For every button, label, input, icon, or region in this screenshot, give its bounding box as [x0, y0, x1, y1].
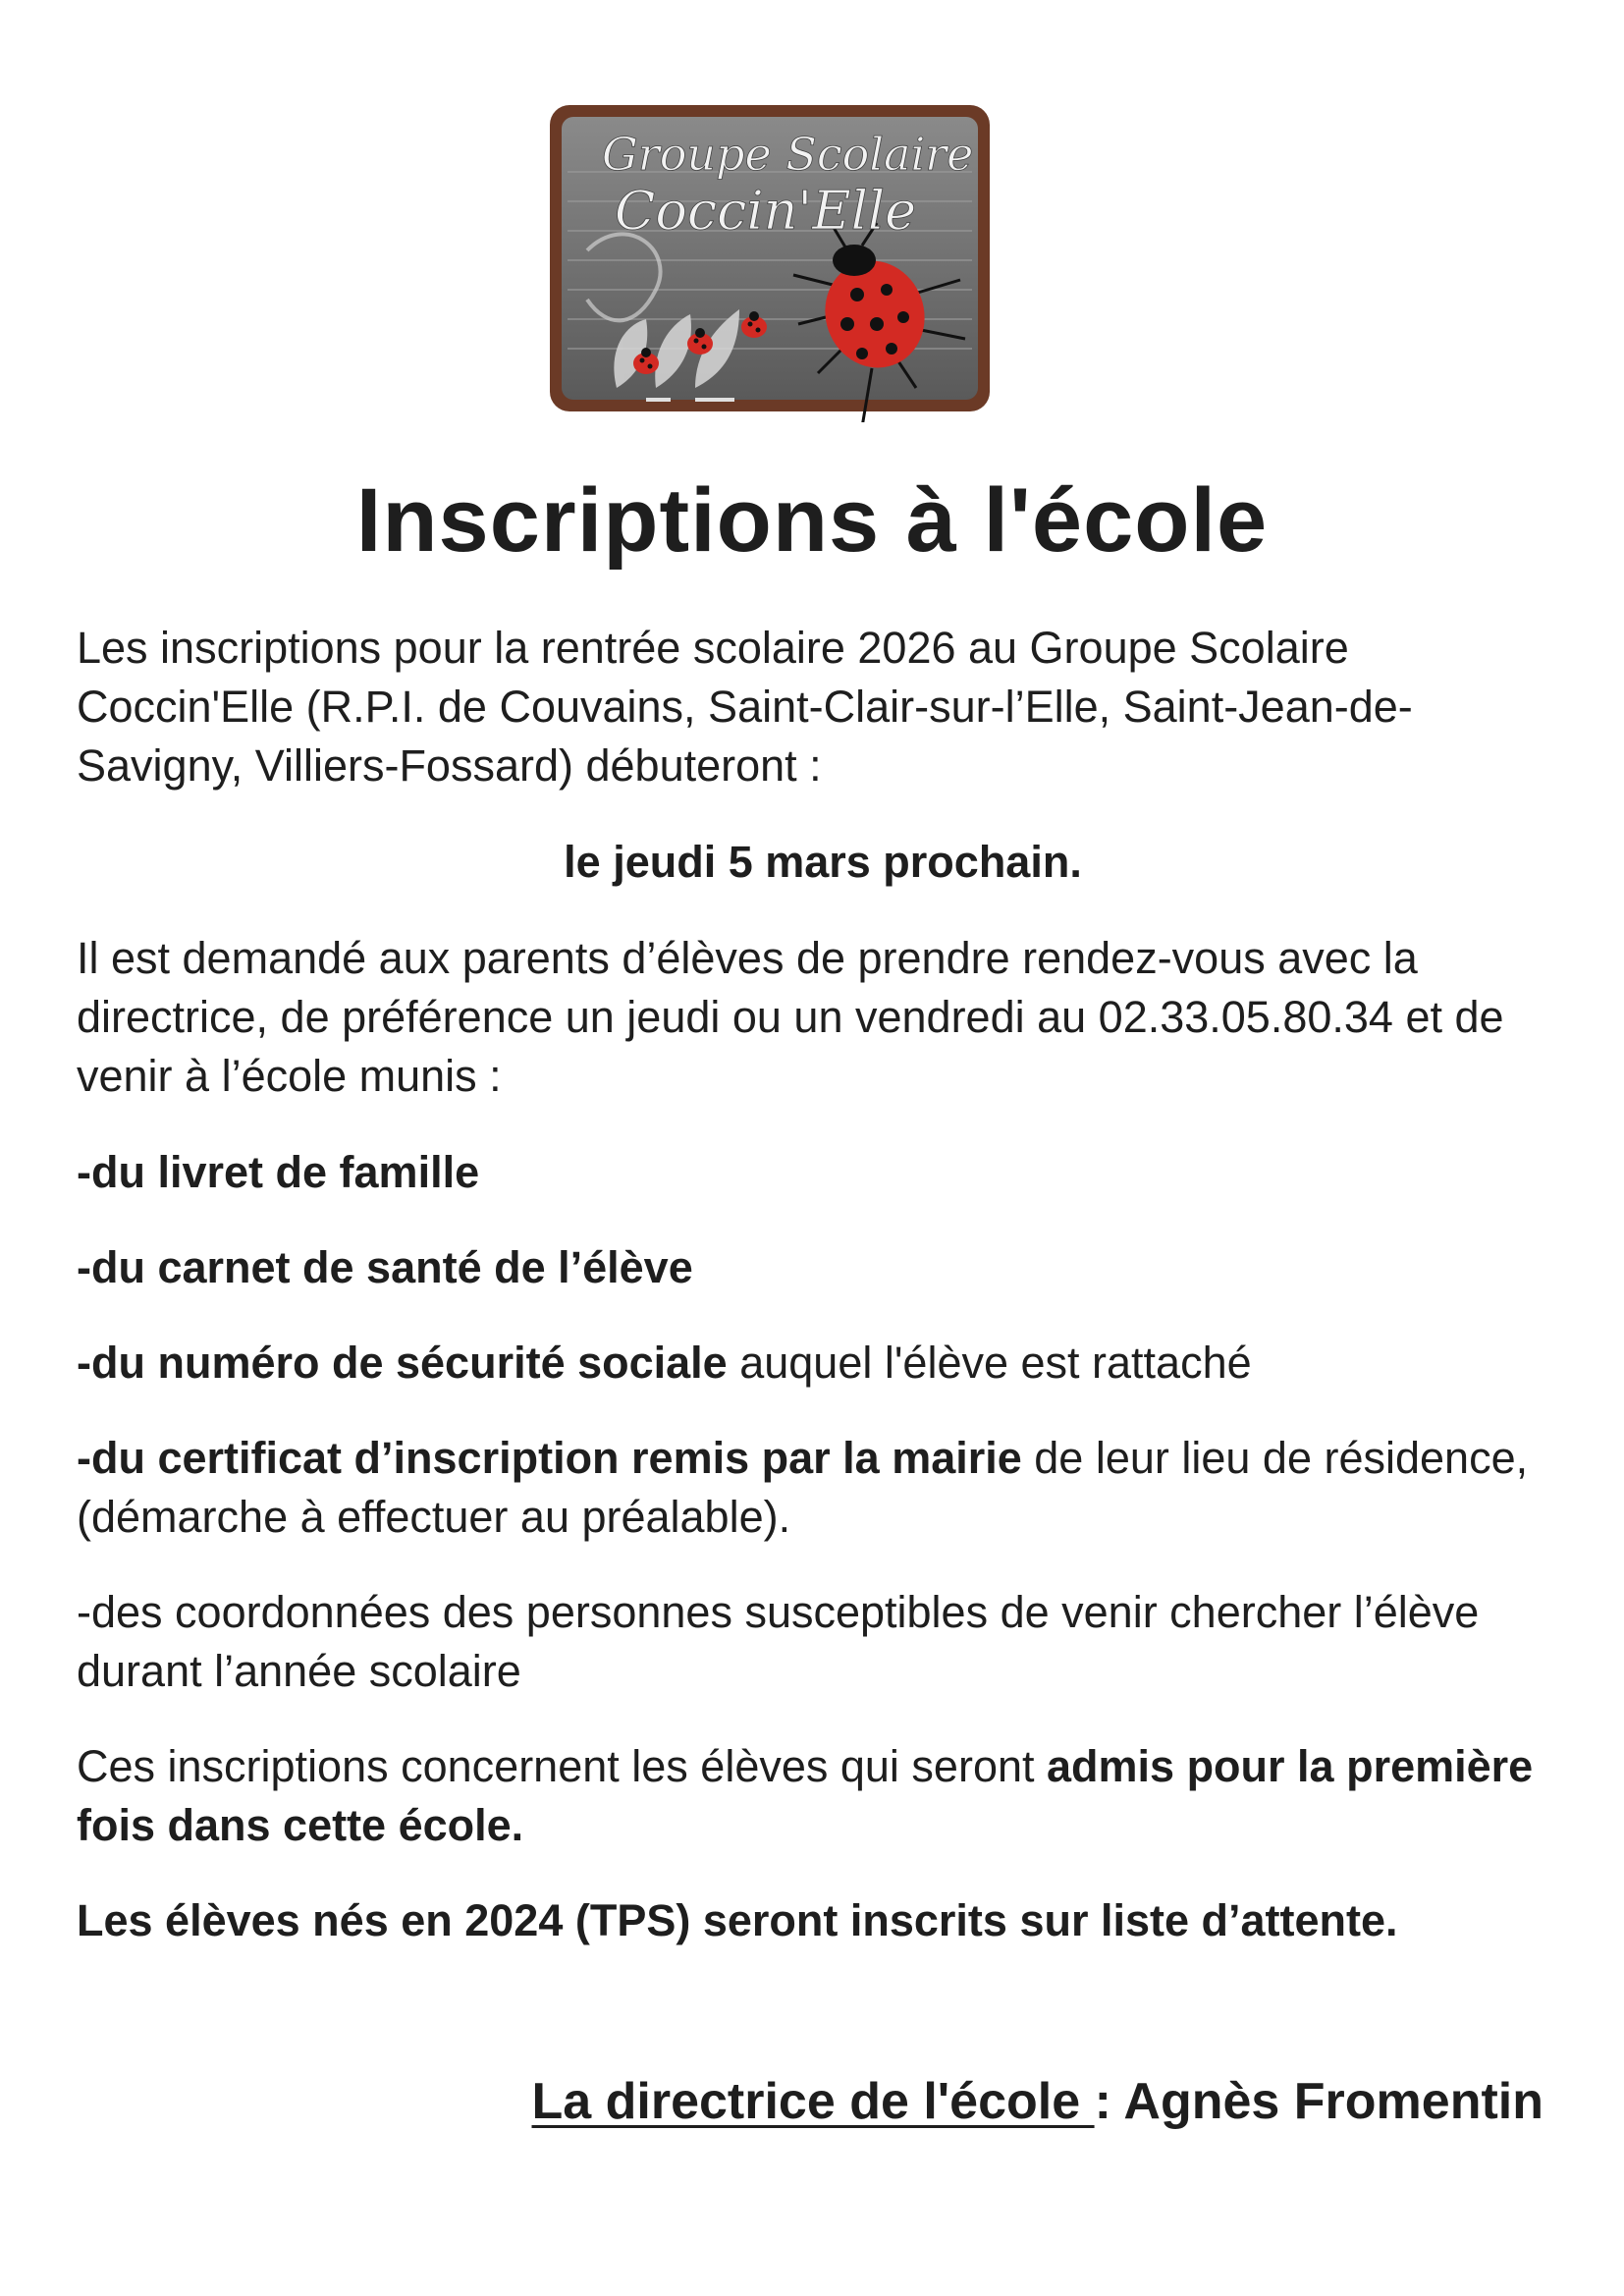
signature-separator: : [1094, 2073, 1124, 2130]
ladybug-icon [548, 103, 994, 422]
list-item-bold: -du carnet de santé de l’élève [77, 1242, 693, 1292]
list-item [77, 1429, 1569, 1547]
list-item [77, 1238, 1569, 1297]
concern-paragraph [77, 1737, 1569, 1855]
list-item-text: de leur lieu de résidence, (démarche à effectuer au préalable). [77, 1433, 1529, 1542]
list-item-bold: -du numéro de sécurité sociale [77, 1338, 728, 1388]
list-item [77, 1583, 1569, 1701]
intro-paragraph: Les inscriptions pour la rentrée scolaire 2026 au Groupe Scolaire Coccin'Elle (R.P.I. de Couvains, Saint-Clair-sur-l’Elle, Saint-Jean-de-Savigny, Villiers-Fossard) débuteront : [77, 623, 1413, 791]
logo-line2: Coccin'Elle [615, 180, 917, 242]
list-item [77, 1334, 1569, 1393]
school-logo [548, 103, 994, 422]
signature-name: Agnès Fromentin [1123, 2073, 1543, 2130]
start-date: le jeudi 5 mars prochain. [564, 837, 1082, 887]
concern-bold: admis pour la première fois dans cette école. [77, 1741, 1534, 1850]
list-item-text: -des coordonnées des personnes susceptibles de venir chercher l’élève durant l’année scolaire [77, 1587, 1480, 1696]
concern-text: Ces inscriptions concernent les élèves qui seront [77, 1741, 1048, 1791]
signature-role: La directrice de l'école [531, 2073, 1095, 2130]
list-item [77, 1143, 1569, 1202]
list-item-text: auquel l'élève est rattaché [727, 1338, 1252, 1388]
list-item-bold: -du certificat d’inscription remis par la mairie [77, 1433, 1022, 1483]
request-paragraph: Il est demandé aux parents d’élèves de prendre rendez-vous avec la directrice, de préférence un jeudi ou un vendredi au 02.33.05.80.34 et de venir à l’école munis : [77, 933, 1504, 1101]
waitlist-paragraph: Les élèves nés en 2024 (TPS) seront inscrits sur liste d’attente. [77, 1895, 1398, 1945]
document-body [77, 619, 1569, 1950]
list-item-bold: -du livret de famille [77, 1147, 480, 1197]
logo-line1: Groupe Scolaire [602, 128, 974, 181]
signature [532, 2067, 1544, 2136]
page-title: Inscriptions à l'école [355, 470, 1269, 571]
